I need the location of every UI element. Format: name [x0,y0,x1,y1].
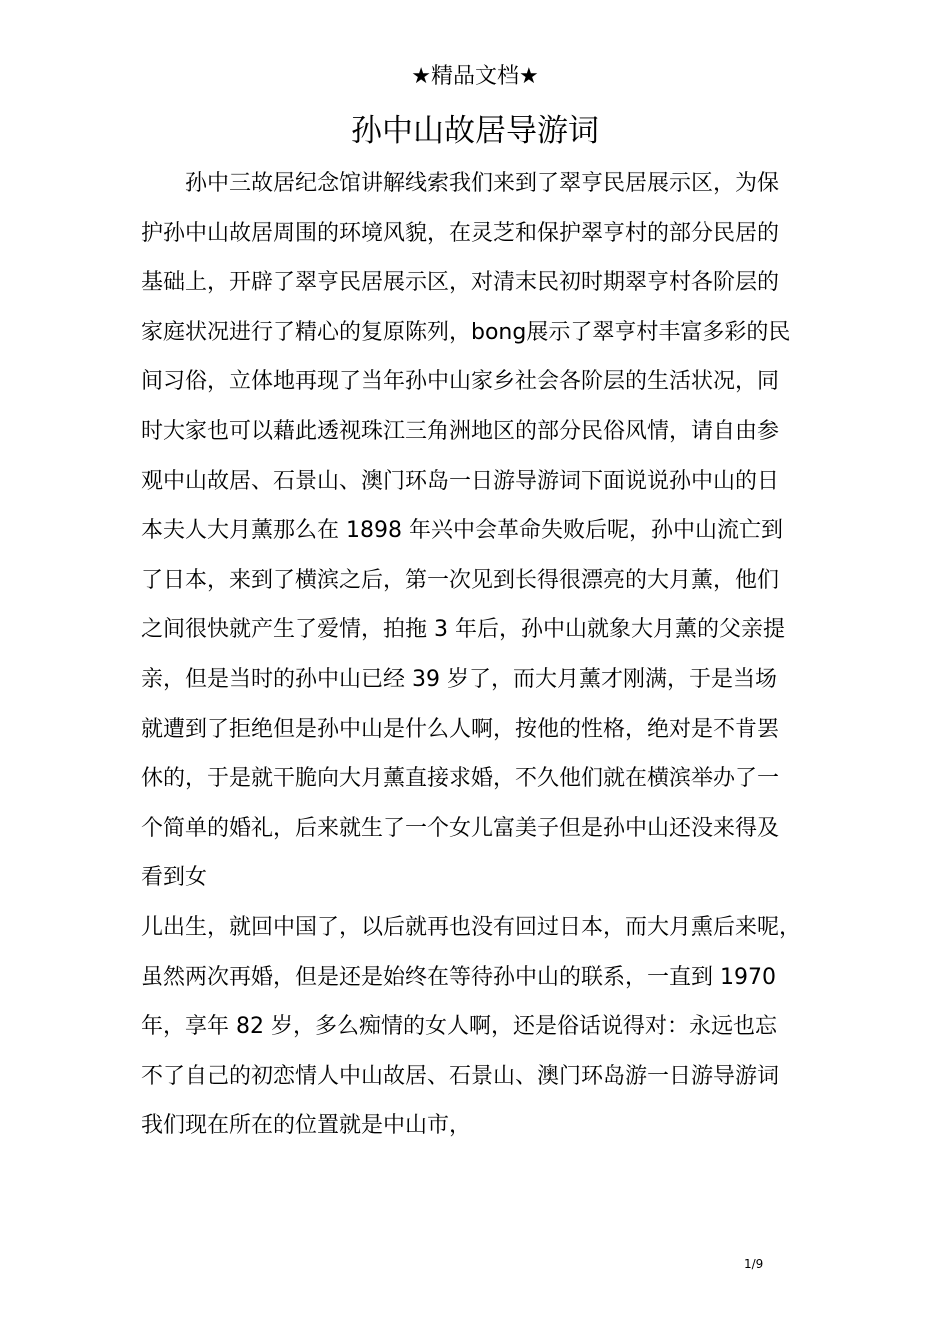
body-line: 观中山故居、石景山、澳门环岛一日游导游词下面说说孙中山的日 [141,468,780,494]
body-line: 护孙中山故居周围的环境风貌，在灵芝和保护翠亨村的部分民居的 [141,220,780,246]
document-header-label: ★精品文档★ [411,64,539,89]
body-line: 看到女 [141,865,208,891]
body-line: 儿出生，就回中国了，以后就再也没有回过日本，而大月熏后来呢， [141,914,802,940]
body-line: 年，享年 82 岁，多么痴情的女人啊，还是俗话说得对：永远也忘 [141,1014,777,1040]
body-line: 了日本，来到了横滨之后，第一次见到长得很漂亮的大月薰，他们 [141,567,780,593]
body-line: 就遭到了拒绝但是孙中山是什么人啊，按他的性格，绝对是不肯罢 [141,716,780,742]
body-line: 基础上，开辟了翠亨民居展示区，对清末民初时期翠亨村各阶层的 [141,270,780,296]
page-number: 1/9 [744,1257,764,1271]
document-body [141,166,861,1158]
body-line: 时大家也可以藉此透视珠江三角洲地区的部分民俗风情，请自由参 [141,418,780,444]
body-line: 亲，但是当时的孙中山已经 39 岁了，而大月薰才刚满，于是当场 [141,666,777,692]
document-title: 孙中山故居导游词 [351,113,599,149]
body-line: 虽然两次再婚，但是还是始终在等待孙中山的联系，一直到 1970 [141,964,776,990]
body-line: 间习俗，立体地再现了当年孙中山家乡社会各阶层的生活状况，同 [141,369,780,395]
body-line: 不了自己的初恋情人中山故居、石景山、澳门环岛游一日游导游词 [141,1063,780,1089]
body-line: 本夫人大月薰那么在 1898 年兴中会革命失败后呢，孙中山流亡到 [141,518,783,544]
body-line: 我们现在所在的位置就是中山市， [141,1113,472,1139]
body-line: 之间很快就产生了爱情，拍拖 3 年后，孙中山就象大月薰的父亲提 [141,617,785,643]
body-line: 家庭状况进行了精心的复原陈列，bong展示了翠亨村丰富多彩的民 [141,319,791,345]
body-line: 个简单的婚礼，后来就生了一个女儿富美子但是孙中山还没来得及 [141,815,780,841]
body-line: 孙中三故居纪念馆讲解线索我们来到了翠亨民居展示区，为保 [185,171,780,196]
body-line: 休的，于是就干脆向大月薰直接求婚，不久他们就在横滨举办了一 [141,766,780,792]
